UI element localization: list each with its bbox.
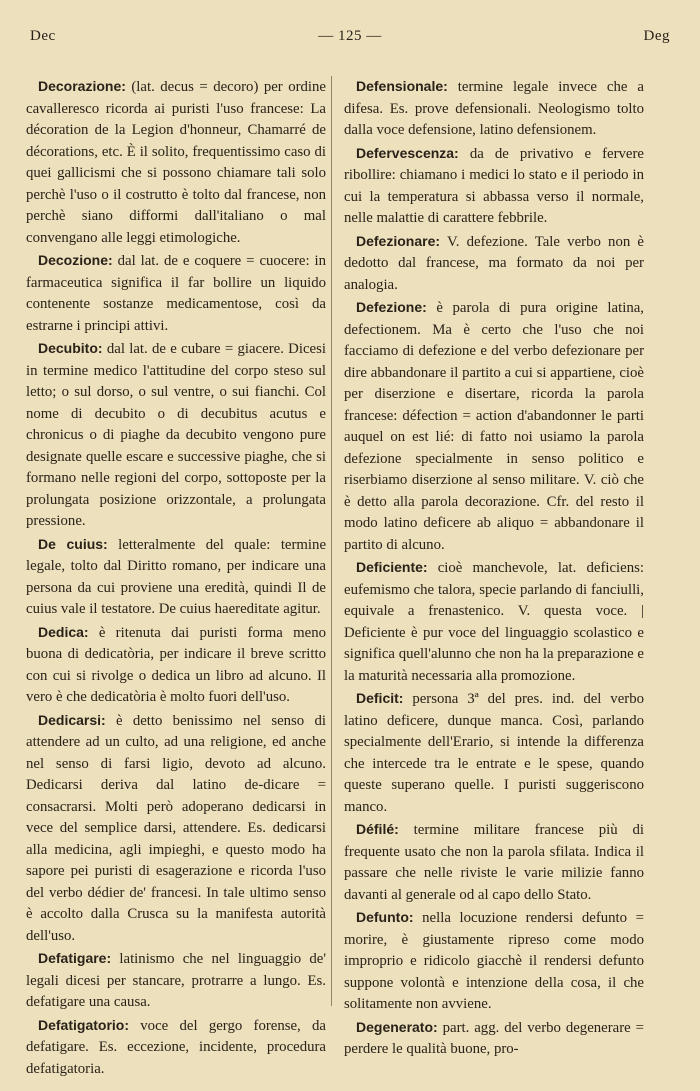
entry-definition: dal lat. de e cubare = giacere. Dicesi in termine medico l'attitudine del corpo steso sul letto; o sul dorso, o sul ventre, o sui fianchi. Col nome di decubito o di decubitus acutus e chronicus o di piaghe da decubito vengono pure designate quelle escare e successive piaghe, che si formano nelle regioni del corpo, sottoposte per la prolungata posizione orizzontale, a prolungata pressione.	[26, 341, 326, 529]
entry-headword: Degenerato:	[356, 1018, 438, 1035]
dictionary-entry	[344, 907, 644, 1016]
dictionary-entry	[344, 1017, 644, 1061]
entry-definition: voce del gergo forense, da defatigare. Es. eccezione, incidente, procedura defatigatoria.	[26, 1017, 326, 1077]
entry-definition: termine legale invece che a difesa. Es. prove defensionali. Neologismo tolto dalla voce defensione, latino defensionem.	[344, 79, 644, 138]
entry-headword: Defatigatorio:	[38, 1016, 129, 1033]
entry-headword: Defunto:	[356, 909, 414, 925]
entry-definition: persona 3ª del pres. ind. del verbo latino deficere, dunque manca. Così, parlando specialmente dell'Erario, si intende la differenza che intercede tra le entrate e le spese, quando queste superano quelle. I puristi suggeriscono manco.	[344, 691, 644, 815]
entry-headword: Deficiente:	[356, 559, 428, 575]
entry-headword: De cuius:	[38, 535, 108, 552]
dictionary-entry	[26, 710, 326, 948]
entry-definition: è detto benissimo nel senso di attendere ad un culto, ad una religione, ed anche nel senso di farsi ligio, devoto ad alcuno. Dedicarsi deriva dal latino de-dicare = consacrarsi. Molti però adoperano dedicarsi in vece del semplice darsi, attendere. Es. dedicarsi alla medicina, agli impieghi, e questo modo ha sapore pei puristi di esagerazione e ricorda l'uso del verbo dédier de' francesi. In tale ultimo senso è accolto dalla Crusca su la manifesta autorità dell'uso.	[26, 712, 326, 944]
dictionary-entry	[344, 76, 644, 142]
page-number: — 125 —	[318, 28, 382, 44]
entry-definition: V. defezione. Tale verbo non è dedotto dal francese, ma formato da noi per analogia.	[344, 233, 644, 293]
entry-headword: Defezionare:	[356, 232, 441, 249]
dictionary-entry	[344, 557, 644, 687]
dictionary-entry	[344, 231, 644, 297]
dictionary-entry	[26, 250, 326, 337]
entry-definition: (lat. decus = decoro) per ordine cavalleresco ricorda ai puristi l'uso francese: La décoration de la Legion d'honneur, Chamarré de décorations, etc. È il solito, frequentissimo caso di quei gallicismi che si possono chiamare tali solo perchè l'uso o il costrutto è tolto dal francese, non perchè siano difformi dall'italiano o mal convengano alle leggi etimologiche.	[26, 79, 326, 246]
dictionary-entry	[26, 622, 326, 709]
entry-definition: latinismo che nel linguaggio de' legali dicesi per stancare, protrarre a lungo. Es. defatigare una causa.	[26, 951, 326, 1010]
running-head	[30, 28, 670, 52]
entry-definition: da de privativo e fervere ribollire: chiamano i medici lo stato e il periodo in cui la temperatura si abbassa verso il normale, nelle malattie di carattere febbrile.	[344, 145, 644, 226]
entry-headword: Defatigare:	[38, 950, 112, 966]
dictionary-entry	[26, 76, 326, 249]
entry-headword: Decozione:	[38, 252, 113, 268]
entry-definition: è parola di pura origine latina, defectionem. Ma è certo che l'uso che noi facciamo di defezione e del verbo defezionare per dire abbandonare il partito a cui si appartiene, cioè per diserzione e disertare, ricorda la parola francese: défection = action d'abandonner le parti auquel on est lié: di fatto noi usiamo la parola defezione specialmente in senso politico e riserbiamo diserzione al senso militare. V. ciò che è detto alla parola decorazione. Cfr. del resto il modo latino deficere ab aliquo = abbandonare il partito di alcuno.	[344, 300, 644, 553]
entry-headword: Decubito:	[38, 340, 103, 356]
dictionary-entry	[26, 948, 326, 1014]
dictionary-entry	[344, 297, 644, 556]
running-head-left: Dec	[30, 28, 56, 44]
entry-headword: Dedicarsi:	[38, 711, 106, 728]
running-head-right: Deg	[643, 28, 670, 44]
entry-definition: letteralmente del quale: termine legale, tolto dal Diritto romano, per indicare una persona da cui proviene una eredità, quindi Il de cuius vale il testatore. De cuius haereditate agitur.	[26, 536, 327, 617]
entry-headword: Défilé:	[356, 821, 399, 837]
entry-definition: è ritenuta dai puristi forma meno buona di dedicatòria, per indicare il breve scritto con cui si rivolge o dedica un libro ad alcuno. Il vero è che dedicatòria è molto fuori dell'uso.	[26, 624, 326, 705]
entry-headword: Decorazione:	[38, 78, 126, 94]
entry-definition: part. agg. del verbo degenerare = perdere le qualità buone, pro-	[344, 1019, 644, 1057]
entry-headword: Defervescenza:	[356, 144, 459, 161]
dictionary-entry	[344, 819, 644, 906]
right-column	[344, 76, 644, 1062]
left-column	[26, 76, 326, 1081]
dictionary-entry	[26, 1015, 326, 1081]
entry-definition: cioè manchevole, lat. deficiens: eufemismo che talora, specie parlando di fanciulli, equivale a frenastenico. V. questa voce. | Deficiente è pur voce del linguaggio scolastico e significa quell'alunno che non ha la preparazione e la maturità necessaria alla promozione.	[344, 560, 644, 684]
entry-definition: nella locuzione rendersi defunto = morire, è giustamente ripreso come modo improprio e ridicolo giacchè il rendersi defunto suppone volontà e intenzione della cosa, il che solitamente non avviene.	[344, 910, 644, 1012]
entry-headword: Deficit:	[356, 690, 404, 706]
column-divider	[331, 76, 332, 1006]
entry-definition: termine militare francese più di frequente usato che non la parola sfilata. Indica il passare che nelle riviste le varie milizie fanno davanti al generale od al capo dello Stato.	[344, 822, 644, 903]
entry-headword: Defensionale:	[356, 78, 448, 94]
entry-headword: Dedica:	[38, 623, 89, 640]
dictionary-entry	[344, 688, 644, 818]
dictionary-entry	[344, 143, 644, 230]
entry-headword: Defezione:	[356, 299, 427, 315]
dictionary-entry	[26, 534, 326, 621]
dictionary-entry	[26, 338, 326, 533]
entry-definition: dal lat. de e coquere = cuocere: in farmaceutica significa il far bollire un liquido contenente sostanze medicamentose, così da estrarne i principi attivi.	[26, 253, 326, 334]
